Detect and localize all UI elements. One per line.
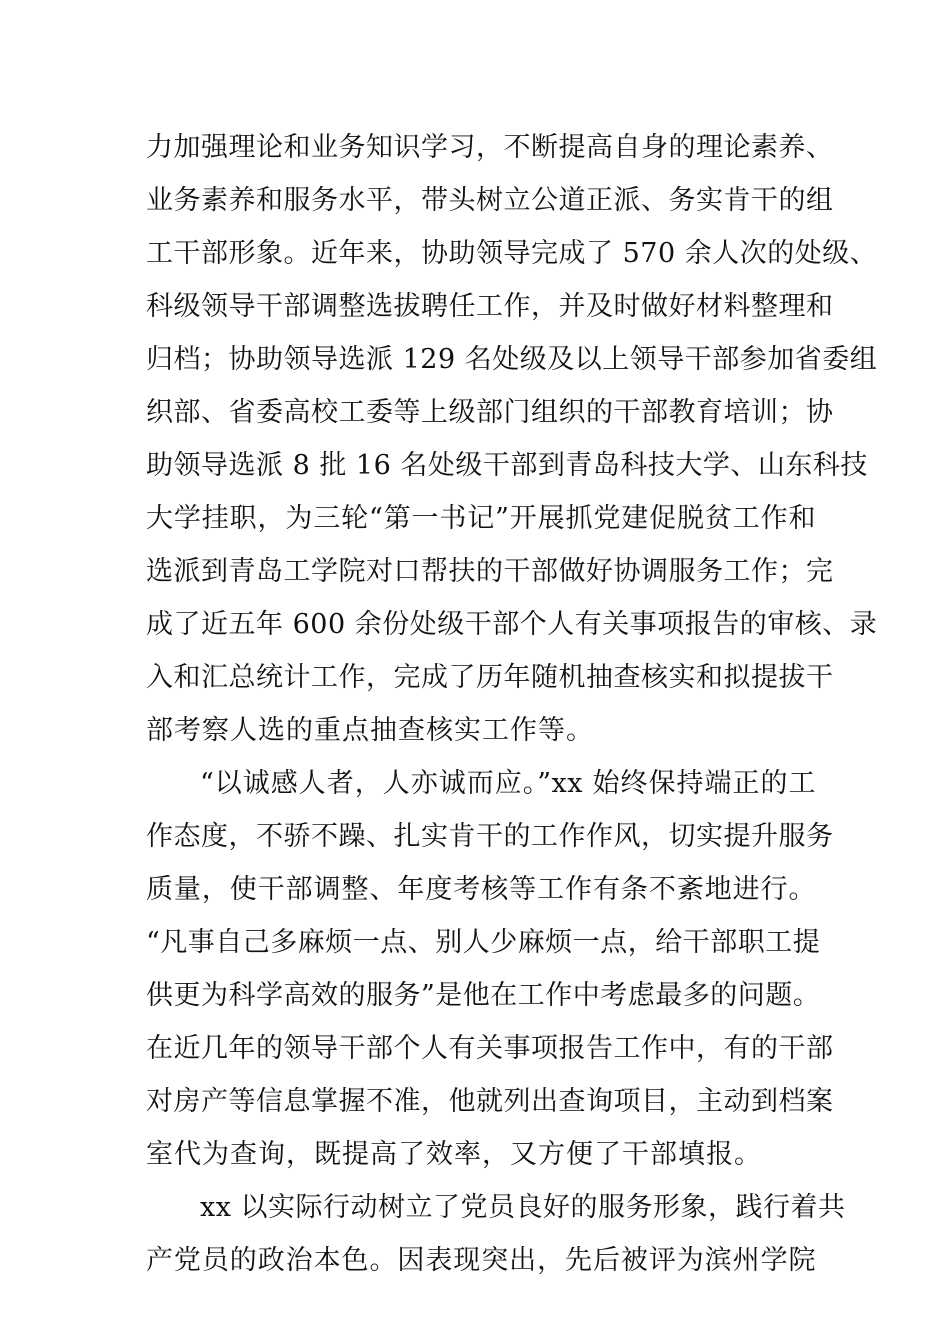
text-line: 归档；协助领导选派 129 名处级及以上领导干部参加省委组 [146, 344, 878, 375]
text-line: 作态度，不骄不躁、扎实肯干的工作作风，切实提升服务 [146, 821, 834, 852]
text-line: 选派到青岛工学院对口帮扶的干部做好协调服务工作；完 [146, 556, 834, 587]
text-line: 产党员的政治本色。因表现突出，先后被评为滨州学院 [146, 1245, 816, 1276]
paragraph-start-line: “以诚感人者，人亦诚而应。”xx 始终保持端正的工 [200, 768, 816, 799]
text-line: 成了近五年 600 余份处级干部个人有关事项报告的审核、录 [146, 609, 878, 640]
text-line: 业务素养和服务水平，带头树立公道正派、务实肯干的组 [146, 185, 834, 216]
text-line: 供更为科学高效的服务”是他在工作中考虑最多的问题。 [146, 980, 821, 1011]
text-line: 织部、省委高校工委等上级部门组织的干部教育培训；协 [146, 397, 834, 428]
text-line: 在近几年的领导干部个人有关事项报告工作中，有的干部 [146, 1033, 834, 1064]
text-line: 入和汇总统计工作，完成了历年随机抽查核实和拟提拔干 [146, 662, 834, 693]
text-line: 部考察人选的重点抽查核实工作等。 [146, 715, 594, 746]
text-line: 对房产等信息掌握不准，他就列出查询项目，主动到档案 [146, 1086, 834, 1117]
paragraph-start-line: xx 以实际行动树立了党员良好的服务形象，践行着共 [200, 1192, 846, 1223]
text-line: 力加强理论和业务知识学习，不断提高自身的理论素养、 [146, 132, 834, 163]
text-line: 助领导选派 8 批 16 名处级干部到青岛科技大学、山东科技 [146, 450, 868, 481]
text-line: 室代为查询，既提高了效率，又方便了干部填报。 [146, 1139, 762, 1170]
text-line: 质量，使干部调整、年度考核等工作有条不紊地进行。 [146, 874, 816, 905]
text-line: “凡事自己多麻烦一点、别人少麻烦一点，给干部职工提 [146, 927, 821, 958]
text-line: 大学挂职，为三轮“第一书记”开展抓党建促脱贫工作和 [146, 503, 816, 534]
text-line: 工干部形象。近年来，协助领导完成了 570 余人次的处级、 [146, 238, 878, 269]
text-line: 科级领导干部调整选拔聘任工作，并及时做好材料整理和 [146, 291, 834, 322]
